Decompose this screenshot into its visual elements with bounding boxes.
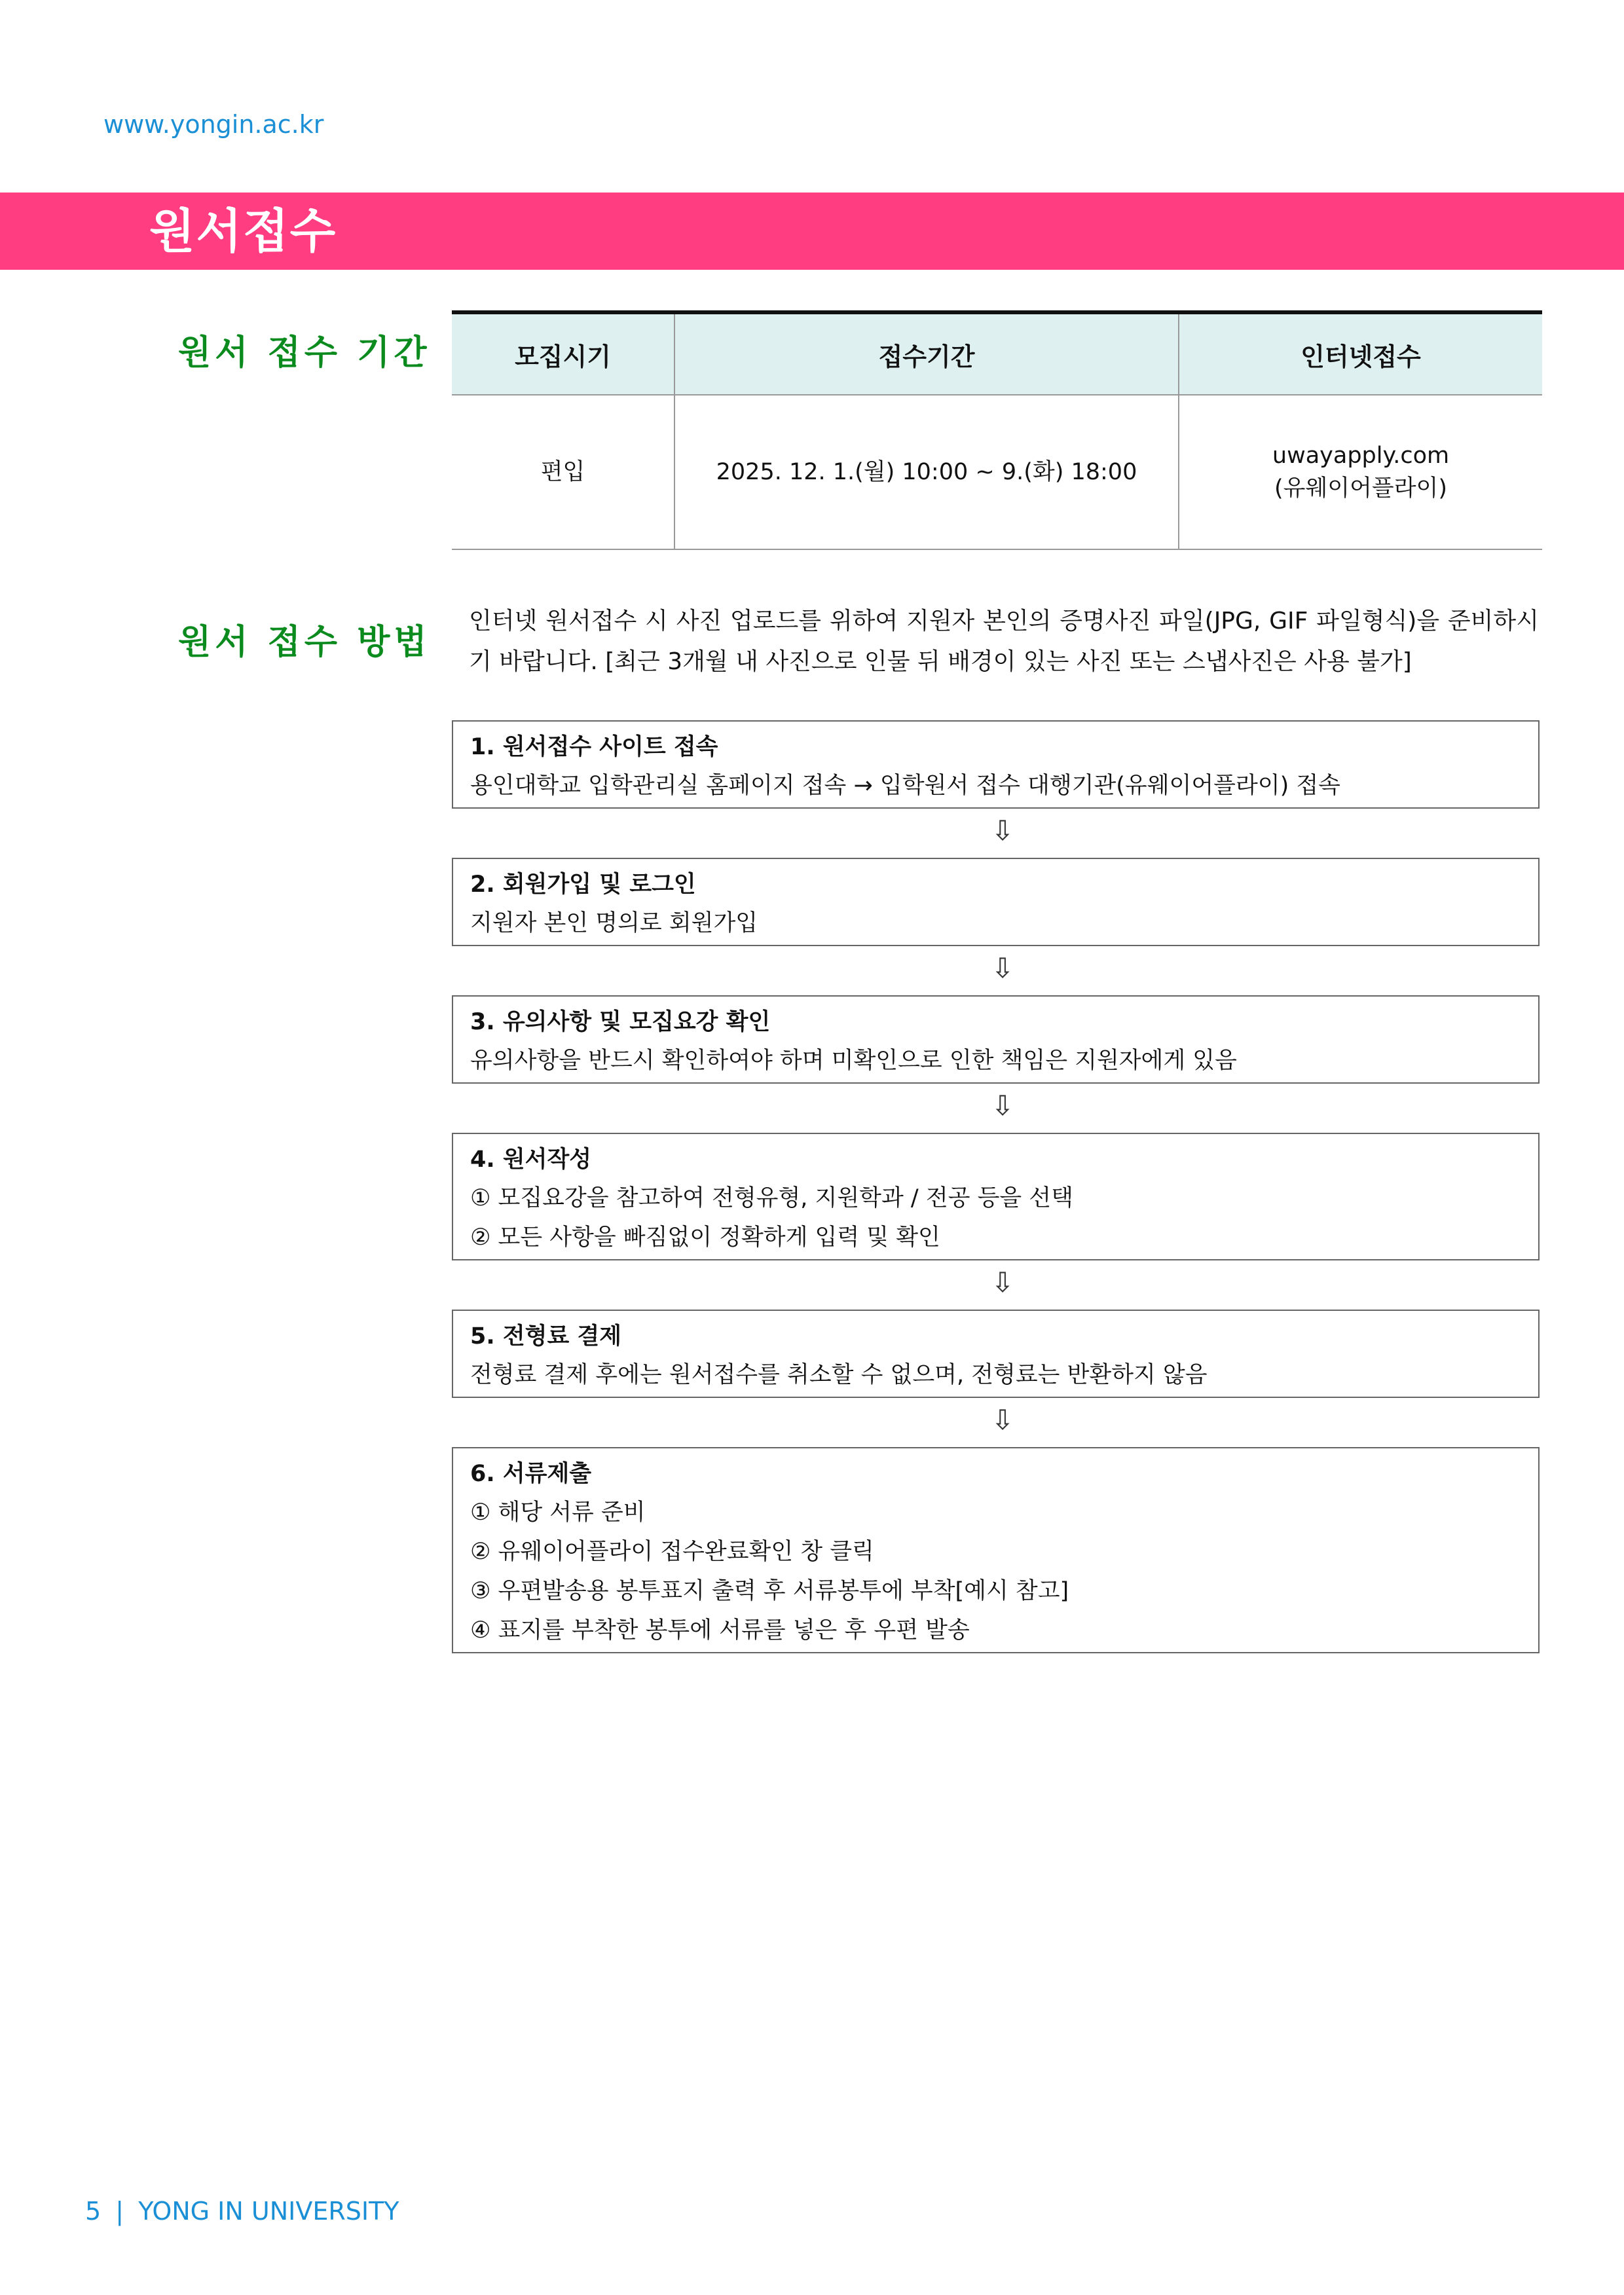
method-section-label: 원서 접수 방법 [178, 623, 431, 662]
site-name: (유웨이어플라이) [1274, 475, 1447, 502]
step-line: ③ 우편발송용 봉투표지 출력 후 서류봉투에 부착[예시 참고] [470, 1578, 1069, 1604]
footer-separator: | [115, 2197, 124, 2226]
section-banner [0, 193, 1624, 270]
banner-title: 원서접수 [149, 204, 337, 259]
step-line: ① 모집요강을 참고하여 전형유형, 지원학과 / 전공 등을 선택 [470, 1185, 1073, 1211]
method-intro: 인터넷 원서접수 시 사진 업로드를 위하여 지원자 본인의 증명사진 파일(JPG, GIF 파일형식)을 준비하시기 바랍니다. [최근 3개월 내 사진으로 인물 뒤 배경이 있는 사진 또는 스냅사진은 사용 불가] [469, 608, 1539, 675]
down-arrow-icon: ⇩ [991, 815, 1014, 847]
header-recruit-period: 모집시기 [452, 312, 674, 395]
step-line: 용인대학교 입학관리실 홈페이지 접속 → 입학원서 접수 대행기관(유웨이어플라이) 접속 [470, 773, 1340, 799]
step-box-6 [452, 1447, 1540, 1653]
step-box-5 [452, 1310, 1540, 1398]
site-link[interactable]: uwayapply.com [1272, 443, 1450, 469]
page-number: 5 [85, 2197, 101, 2226]
step-line: 유의사항을 반드시 확인하여야 하며 미확인으로 인한 책임은 지원자에게 있음 [470, 1048, 1237, 1074]
down-arrow-icon: ⇩ [991, 1090, 1014, 1122]
down-arrow-icon: ⇩ [991, 1404, 1014, 1436]
step-box-1 [452, 720, 1540, 809]
step-box-4 [452, 1133, 1540, 1260]
header-internet-application: 인터넷접수 [1179, 312, 1542, 395]
step-line: ② 유웨이어플라이 접수완료확인 창 클릭 [470, 1539, 874, 1565]
cell-type: 편입 [452, 395, 674, 549]
site-url[interactable]: www.yongin.ac.kr [103, 110, 324, 139]
step-title: 5. 전형료 결제 [470, 1323, 622, 1349]
step-box-3 [452, 995, 1540, 1084]
down-arrow-icon: ⇩ [991, 952, 1014, 984]
step-line: ② 모든 사항을 빠짐없이 정확하게 입력 및 확인 [470, 1224, 940, 1251]
step-title: 4. 원서작성 [470, 1147, 592, 1173]
step-line: 지원자 본인 명의로 회원가입 [470, 910, 758, 936]
page-footer [85, 2197, 399, 2226]
step-title: 1. 원서접수 사이트 접속 [470, 734, 718, 760]
cell-site [1179, 395, 1542, 549]
period-section-label: 원서 접수 기간 [178, 333, 431, 373]
down-arrow-icon: ⇩ [991, 1266, 1014, 1298]
step-line: ④ 표지를 부착한 봉투에 서류를 넣은 후 우편 발송 [470, 1617, 970, 1643]
cell-period: 2025. 12. 1.(월) 10:00 ~ 9.(화) 18:00 [674, 395, 1179, 549]
footer-university: YONG IN UNIVERSITY [138, 2197, 399, 2226]
step-box-2 [452, 858, 1540, 946]
application-period-table [452, 310, 1542, 550]
step-line: 전형료 결제 후에는 원서접수를 취소할 수 없으며, 전형료는 반환하지 않음 [470, 1362, 1208, 1388]
step-title: 2. 회원가입 및 로그인 [470, 872, 696, 898]
step-line: ① 해당 서류 준비 [470, 1499, 646, 1526]
table-row [452, 395, 1542, 549]
step-title: 6. 서류제출 [470, 1461, 592, 1487]
step-title: 3. 유의사항 및 모집요강 확인 [470, 1009, 771, 1035]
table-header-row [452, 312, 1542, 395]
header-application-period: 접수기간 [674, 312, 1179, 395]
